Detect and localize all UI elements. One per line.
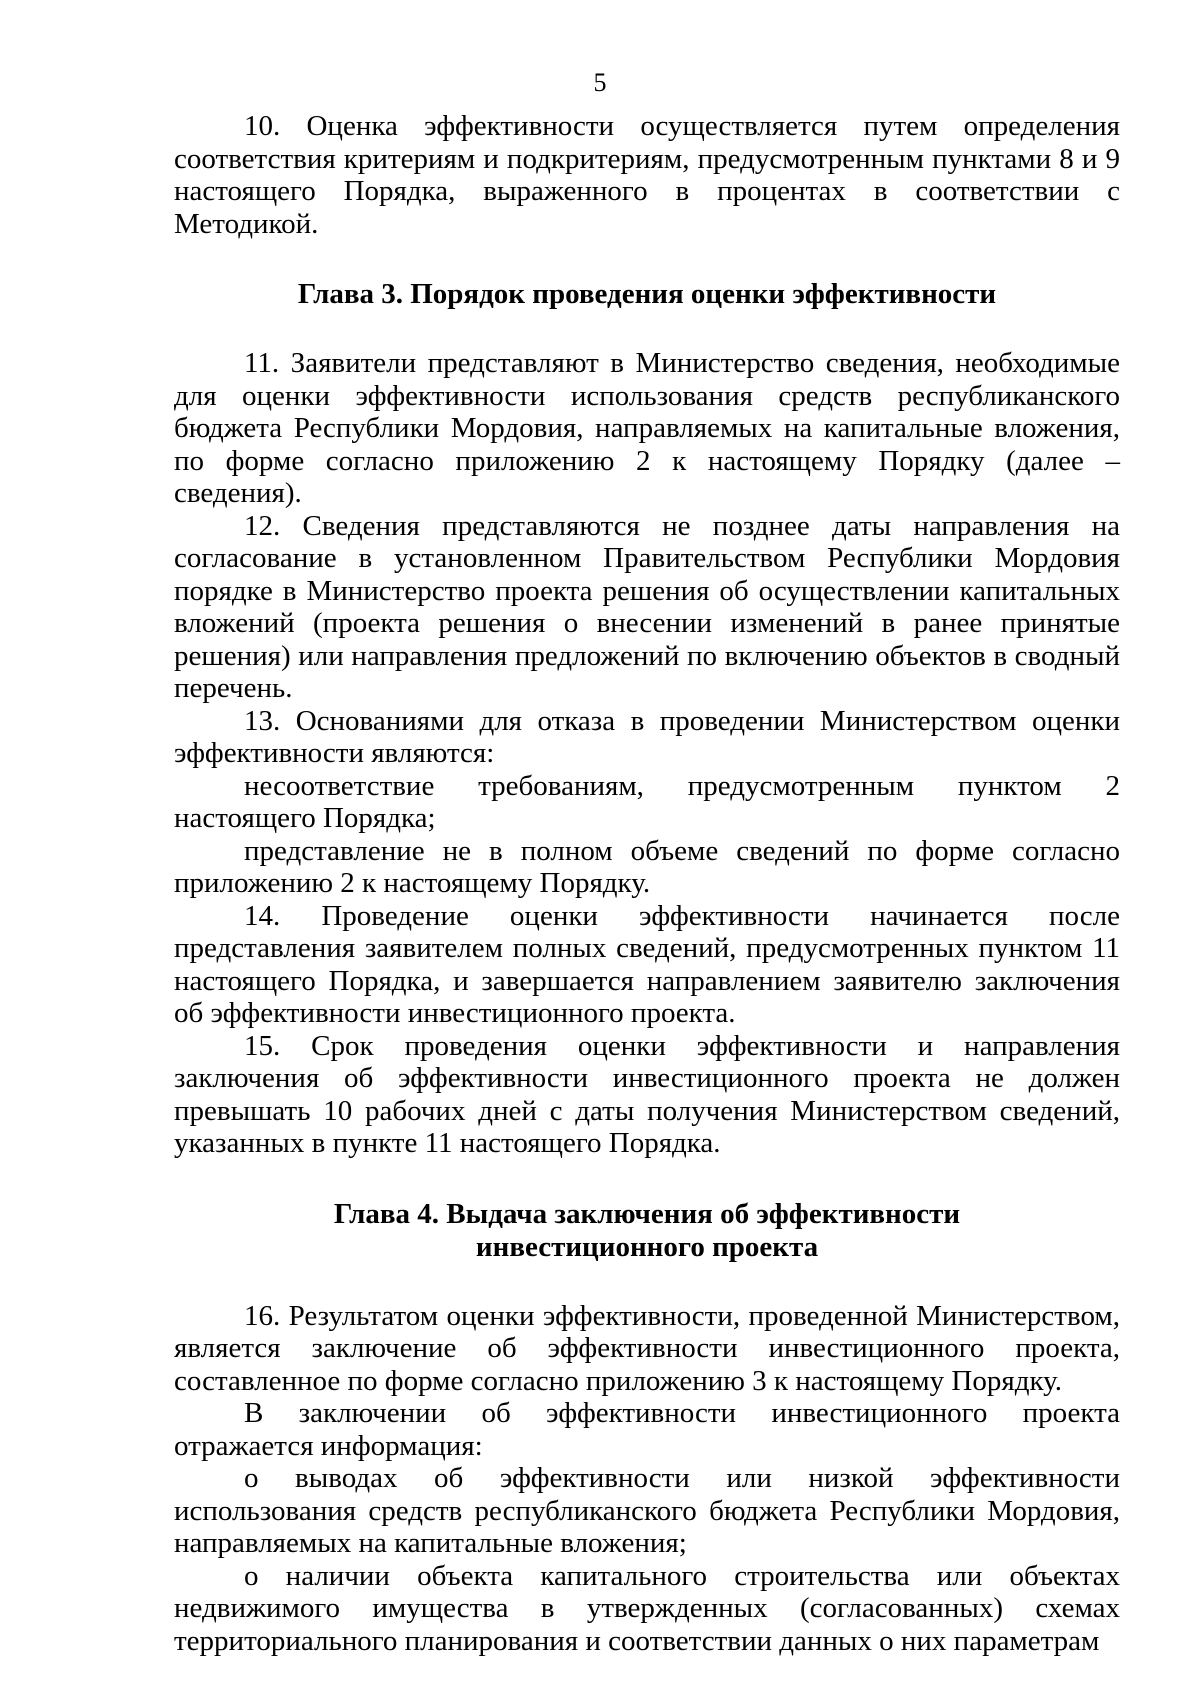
paragraph-15: 15. Срок проведения оценки эффективности и направления заключения об эффективности инвестиционного проекта не должен превышать 10 рабочих дней с даты получения Министерством сведений, указанных в пункте 11 настоящего Порядка. [174,1029,1120,1159]
paragraph-16: 16. Результатом оценки эффективности, проведенной Министерством, является заключение об эффективности инвестиционного проекта, составленное по форме согласно приложению 3 к настоящему Порядку. [174,1299,1120,1397]
paragraph-16-item-2: о наличии объекта капитального строительства или объектах недвижимого имущества в утвержденных (согласованных) схемах территориального планирования и соответствии данных о них параметрам [174,1559,1120,1657]
page-number: 5 [593,68,607,97]
paragraph-10: 10. Оценка эффективности осуществляется путем определения соответствия критериям и подкритериям, предусмотренным пунктами 8 и 9 настоящего Порядка, выраженного в процентах в соответствии с Методикой. [174,110,1120,240]
paragraph-12: 12. Сведения представляются не позднее даты направления на согласование в установленном Правительством Республики Мордовия порядке в Министерство проекта решения об осуществлении капитальных вложений (проекта решения о внесении изменений в ранее принятые решения) или направления предложений по включению объектов в сводный перечень. [174,509,1120,704]
paragraph-14: 14. Проведение оценки эффективности начинается после представления заявителем полных сведений, предусмотренных пунктом 11 настоящего Порядка, и завершается направлением заявителю заключения об эффективности инвестиционного проекта. [174,899,1120,1029]
chapter-4-heading [174,1198,1120,1264]
paragraph-13-item-1: несоответствие требованиям, предусмотренным пунктом 2 настоящего Порядка; [174,769,1120,834]
paragraph-13: 13. Основаниями для отказа в проведении Министерством оценки эффективности являются: [174,704,1120,769]
paragraph-13-item-2: представление не в полном объеме сведений по форме согласно приложению 2 к настоящему Порядку. [174,834,1120,899]
paragraph-11: 11. Заявители представляют в Министерство сведения, необходимые для оценки эффективности использования средств республиканского бюджета Республики Мордовия, направляемых на капитальные вложения, по форме согласно приложению 2 к настоящему Порядку (далее – сведения). [174,347,1120,509]
chapter-3-heading: Глава 3. Порядок проведения оценки эффективности [297,278,997,310]
chapter-4-heading-line-2: инвестиционного проекта [475,1230,819,1263]
document-body [174,110,1120,1657]
paragraph-16-info: В заключении об эффективности инвестиционного проекта отражается информация: [174,1397,1120,1462]
chapter-4-heading-line-1: Глава 4. Выдача заключения об эффективности [333,1197,961,1230]
paragraph-16-item-1: о выводах об эффективности или низкой эффективности использования средств республиканского бюджета Республики Мордовия, направляемых на капитальные вложения; [174,1462,1120,1559]
